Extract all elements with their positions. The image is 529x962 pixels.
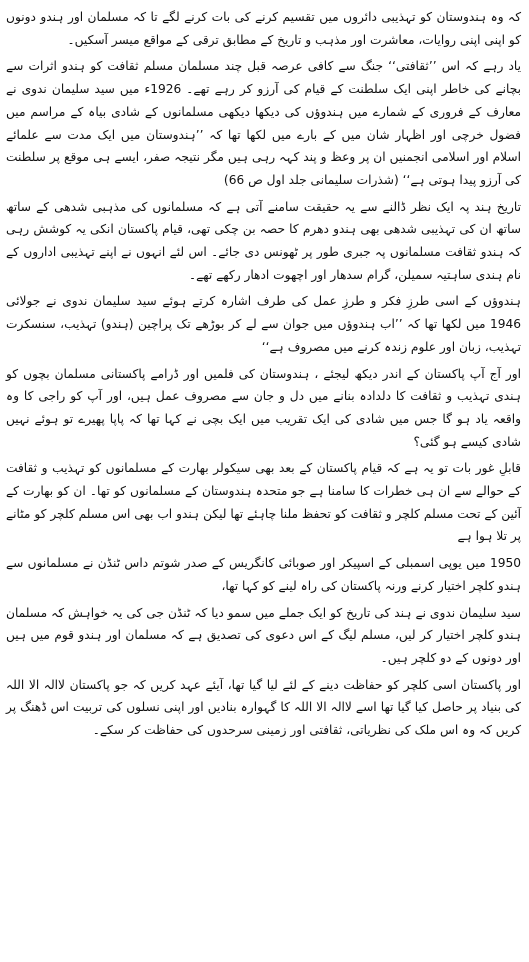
paragraph-conclusion: اور پاکستان اسی کلچر کو حفاظت دینے کے لئے لیا گیا تھا، آیئے عہد کریں کہ جو پاکستان لاالہ الا اللہ کی بنیاد پر حاصل کیا گیا تھا اسے لاالہ الا اللہ کا گہوارہ بنادیں اور اپنی نسلوں کی تربیت اس ڈھنگ پر کریں کہ وہ اس ملک کی نظریاتی، ثقافتی اور زمینی سرحدوں کی حفاظت کر سکے۔ xyxy=(6,677,521,738)
paragraph-nadvi-summary: سید سلیمان ندوی نے ہند کی تاریخ کو ایک جملے میں سمو دیا کہ ٹنڈن جی کی یہ خواہش کہ مسلمان ہندو کلچر اختیار کر لیں، مسلم لیگ کے اس دعوی کی تصدیق ہے کہ مسلمان اور ہندو قوم میں ہیں اور دونوں کے دو کلچر ہیں۔ xyxy=(6,605,521,665)
paragraph-secular-india: قابلِ غور بات تو یہ ہے کہ قیام پاکستان کے بعد بھی سیکولر بھارت کے مسلمانوں کو تہذیب و ثقافت کے حوالے سے ان ہی خطرات کا سامنا ہے جو متحدہ ہندوستان کے مسلمانوں کو تھا۔ ان کو بھارت کے آئین کے تحت مسلم کلچر و ثقافت کو تحفظ ملنا چاہئے تھا لیکن ہندو اب بھی اس مسلم کلچر کو مٹانے پر تلا ہوا ہے xyxy=(6,461,521,544)
paragraph-history-of-india: تاریخ ہند پہ ایک نظر ڈالنے سے یہ حقیقت سامنے آتی ہے کہ مسلمانوں کی مذہبی شدھی کے ساتھ ساتھ ان کی تہذیبی شدھی بھی ہندو دھرم کا حصہ بن چکی تھی، قیام پاکستان انکی یہ کوشش رہی کہ ہندو ثقافت مسلمانوں پہ جبری طور پر ٹھونس دی جائے۔ اس لئے انہوں نے اپنے تہذیبی اداروں کے نام ہندی ساہتیہ سمیلن، گرام سدھار اور اچھوت ادھار رکھے تھے۔ xyxy=(6,199,521,282)
paragraph-pakistan-today: اور آج آپ پاکستان کے اندر دیکھ لیجئے ، ہندوستان کی فلمیں اور ڈرامے پاکستانی مسلمان بچوں کو ہندی تہذیب و ثقافت کا دلدادہ بنانے میں دل و جان سے مصروف عمل ہیں، اور آپ کو راجی کا وہ واقعہ یاد ہو گا جس میں شادی کی ایک تقریب میں ایک بچی نے کہا تھا کہ پاپا پھیرے تو ہوئے نہیں شادی کیسے ہو گئی؟ xyxy=(6,366,521,449)
paragraph-1950-up-assembly: 1950 میں یوپی اسمبلی کے اسپیکر اور صوبائی کانگریس کے صدر شوتم داس ٹنڈن نے مسلمانوں سے ہندو کلچر اختیار کرنے ورنہ پاکستان کی راہ لینے کو کہا تھا، xyxy=(6,556,521,593)
paragraph-intro-continuation: کہ وہ ہندوستان کو تہذیبی دائروں میں تقسیم کرنے کی بات کرنے لگے تا کہ مسلمان اور ہندو دونوں کو اپنی اپنی روایات، معاشرت اور مذہب و تاریخ کے مطابق ترقی کے مواقع میسر آسکیں۔ xyxy=(6,10,521,47)
paragraph-cultural-war: یاد رہے کہ اس ’’ثقافتی‘‘ جنگ سے کافی عرصہ قبل چند مسلمان مسلم ثقافت کو ہندو اثرات سے بچانے کی خاطر اپنی ایک سلطنت کے قیام کی آرزو کر رہے تھے۔ 1926ء میں سید سلیمان ندوی نے معارف کے فروری کے شمارے میں ہندوؤں کی دیکھا دیکھی مسلمانوں کے شادی بیاہ کے مراسم میں فضول خرچی اور اظہار شان میں کے بارے میں لکھا تھا کہ ’’ہندوستان میں ایک مدت سے علمائے اسلام اور اسلامی انجمنیں ان پر وعظ و پند کہہ رہی ہیں مگر نتیجہ صفر، ایسے ہی موقع پر سلطنت کی آرزو پیدا ہوتی ہے‘‘ (شذرات سلیمانی جلد اول ص 66) xyxy=(6,59,521,187)
paragraph-nadvi-1946: ہندوؤں کے اسی طرزِ فکر و طرزِ عمل کی طرف اشارہ کرتے ہوئے سید سلیمان ندوی نے جولائی 1946 میں لکھا تھا کہ ’’اب ہندوؤں میں جوان سے لے کر بوڑھے تک پراچین (ہندو) تہذیب، سنسکرت تہذیب، زبان اور علوم زندہ کرنے میں مصروف ہے‘‘ xyxy=(6,294,521,354)
